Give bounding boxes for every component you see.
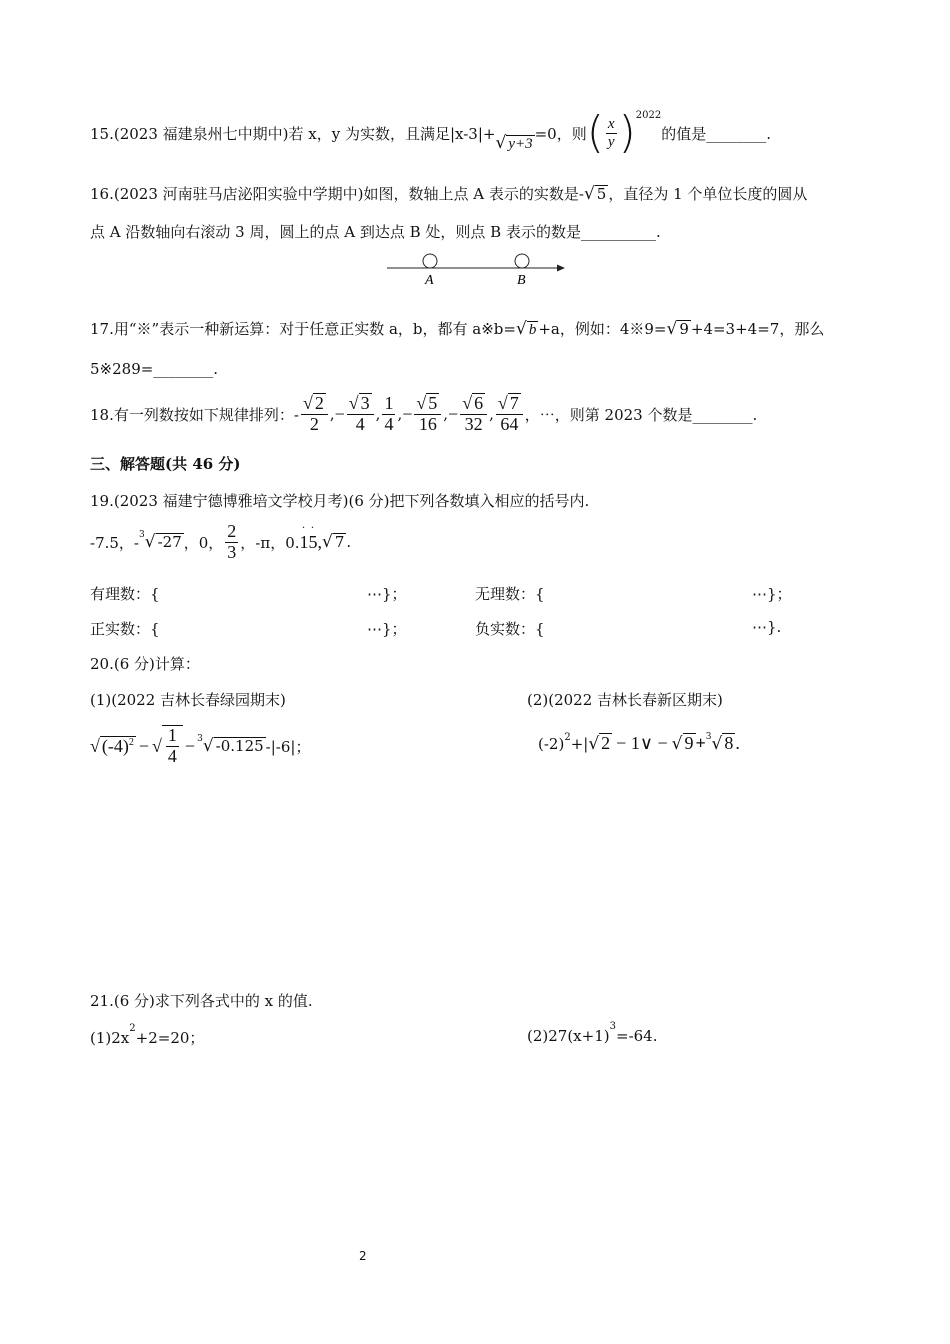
irrational-close: ⋯}； (752, 585, 792, 603)
question-19-title: 19.(2023 福建宁德博雅培文学校月考)(6 分)把下列各数填入相应的括号内. (90, 492, 590, 510)
q18-term-3: $\frac{1}{4}$ (384, 392, 394, 434)
q20-part1-expression (90, 720, 310, 772)
question-16-line1 (90, 183, 807, 204)
page-number: 2 (359, 1249, 367, 1263)
question-17-line1 (90, 318, 824, 339)
q20-p1-minus: − (138, 735, 150, 756)
cube-root-index: 3 (139, 530, 145, 540)
q15-right-paren: ) (618, 107, 636, 158)
question-17-line2: 5※289=________. (90, 360, 219, 378)
rational-label: 有理数：{ (90, 585, 160, 603)
sqrt-icon: √ (90, 735, 100, 756)
q21-part2: $(2)27(x+1)^3=-64$. (527, 1021, 658, 1045)
q17-text-b: +a，例如：4※9= (538, 320, 667, 338)
q18-term-2: $\frac{√ 3}{4}$ (347, 393, 374, 435)
q20-part1-label: (1)(2022 吉林长春绿园期末) (90, 691, 286, 709)
positive-close: ⋯}； (367, 620, 407, 638)
q20-p2-c: − 1∨ − (616, 733, 668, 753)
q16-text-b: ，直径为 1 个单位长度的圆从 (608, 185, 808, 203)
q18-prefix: 18.有一列数按如下规律排列：- (90, 405, 299, 424)
q15-text-a: 15.(2023 福建泉州七中期中)若 x，y 为实数，且满足|x-3|+ (90, 124, 496, 143)
circle-at-b (515, 254, 529, 268)
q17-rad-9: 9 (679, 320, 689, 338)
q20-p1-fraction-radical: $\frac{1}{4}$ (162, 725, 183, 767)
q16-text-a: 16.(2023 河南驻马店泌阳实验中学期中)如图，数轴上点 A 表示的实数是- (90, 185, 584, 203)
q19-cube-radicand: -27 (157, 533, 182, 552)
section-title: 三、解答题(共 46 分) (90, 455, 241, 473)
circle-at-a (423, 254, 437, 268)
q20-p1-radicand: $(-4)^2$ (101, 735, 134, 756)
q20-p1-minus2: − (184, 735, 196, 756)
number-line-figure (385, 250, 570, 290)
question-21-title: 21.(6 分)求下列各式中的 x 的值. (90, 992, 313, 1010)
arrow-icon (557, 265, 565, 272)
q20-p2-b: +| (570, 734, 589, 753)
sqrt-icon: √ (711, 733, 723, 754)
sqrt-icon: √ (515, 319, 527, 339)
sqrt-icon: √ (322, 532, 333, 552)
label-b: B (517, 273, 526, 288)
q20-p1-cube-radicand: -0.125 (215, 737, 264, 756)
sqrt-icon: √ (152, 735, 162, 756)
q15-radical: √ y+3 (495, 133, 533, 153)
q20-p2-d: + (695, 733, 706, 753)
sqrt-icon: √ (588, 733, 600, 754)
q15-text-b: =0，则 (534, 124, 587, 143)
q17-text-a: 17.用“※”表示一种新运算：对于任意正实数 a，b，都有 a※b= (90, 320, 516, 338)
q21-part1: $(1)2x^2+2=20$； (90, 1023, 205, 1047)
question-18: 18.有一列数按如下规律排列：- $\frac{√ 2}{2}$ , − $\frac{√ 3}{4}$ , $\frac{1}{4}$ , − $\frac{√ 5}{16}$ , − $\frac{√ 6}{32}$ , $\frac{√ 7}{64}$ ，⋯，则第 2023 个数是________. (90, 392, 758, 434)
q18-term-1: $\frac{√ 2}{2}$ (301, 393, 328, 435)
q20-p2-rad2: 2 (601, 733, 611, 754)
sqrt-icon: √ (144, 532, 156, 552)
q18-term-6: $\frac{√ 7}{64}$ (496, 393, 523, 435)
q15-fraction: $\frac{x}{y}$ (607, 116, 615, 150)
question-20-title: 20.(6 分)计算： (90, 655, 200, 673)
q20-p2-rad9: 9 (684, 733, 694, 754)
q15-radicand: y+3 (508, 136, 533, 152)
q20-p2-e: . (735, 733, 740, 753)
label-a: A (425, 273, 434, 288)
q20-p2-exp: 2 (564, 732, 571, 743)
q15-left-paren: ( (586, 107, 604, 158)
q18-term-5: $\frac{√ 6}{32}$ (460, 393, 487, 435)
q19-n2: ，0， (183, 533, 224, 552)
negative-close: ⋯}. (752, 618, 782, 636)
q16-radicand: 5 (596, 185, 607, 203)
q18-sign-4: − (402, 403, 413, 424)
q19-repeating-1: · 1 (300, 532, 309, 553)
q20-p2-a: (-2) (538, 734, 565, 753)
q20-p2-rad8: 8 (724, 733, 734, 754)
q15-text-c: 的值是________. (661, 124, 771, 143)
q20-p1-tail: -|-6|； (265, 737, 311, 756)
rational-close: ⋯}； (367, 585, 407, 603)
q19-n5: . (346, 533, 352, 551)
negative-label: 负实数：{ (475, 620, 545, 638)
q19-n3: ，-π，0. (240, 533, 300, 552)
sqrt-icon: √ (583, 184, 595, 204)
question-19-numbers (90, 520, 351, 564)
sqrt-icon: √ (666, 319, 678, 339)
q17-text-c: +4=3+4=7，那么 (690, 320, 825, 338)
q19-n4: , (317, 531, 323, 552)
question-16-line2: 点 A 沿数轴向右滚动 3 周，圆上的点 A 到达点 B 处，则点 B 表示的数是__________. (90, 223, 661, 241)
sqrt-icon: √ (671, 733, 683, 754)
cube-root-index: 3 (197, 734, 203, 744)
q18-suffix: ，⋯，则第 2023 个数是________. (524, 405, 758, 424)
irrational-label: 无理数：{ (475, 585, 545, 603)
q18-term-4: $\frac{√ 5}{16}$ (414, 393, 441, 435)
q19-n1: -7.5，- (90, 533, 139, 552)
q19-fraction: $\frac{2}{3}$ (227, 520, 237, 562)
cube-root-index: 3 (705, 731, 712, 742)
question-15 (90, 103, 771, 163)
positive-label: 正实数：{ (90, 620, 160, 638)
q20-part2-label: (2)(2022 吉林长春新区期末) (527, 691, 723, 709)
q20-part2-expression (538, 733, 740, 754)
q18-sign-2: − (334, 403, 345, 424)
q19-rad7: 7 (334, 533, 345, 552)
q18-sign-5: − (448, 403, 459, 424)
q17-rad-b: b (528, 322, 537, 338)
sqrt-icon: √ (202, 736, 214, 756)
q15-exponent: 2022 (635, 109, 662, 121)
q19-repeating-2: · 5 (309, 532, 318, 553)
